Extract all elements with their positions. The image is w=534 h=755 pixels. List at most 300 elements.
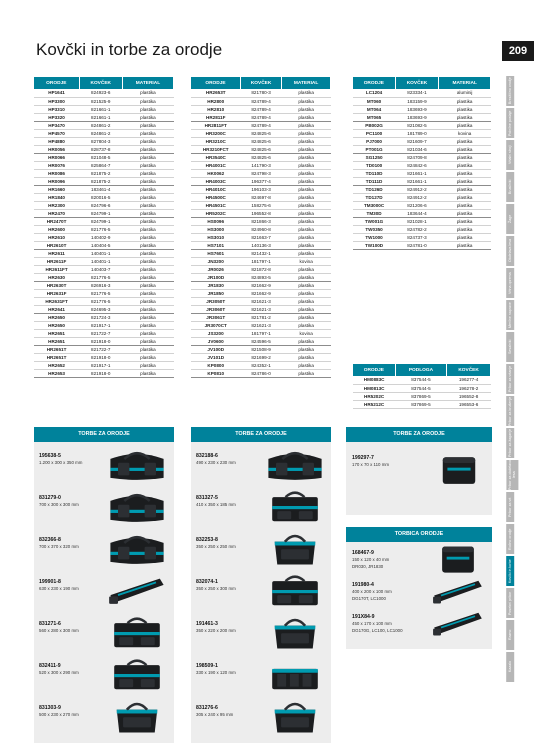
table-cell: 826916-3 <box>79 281 122 289</box>
table-cell: plastika <box>439 169 491 177</box>
bag-code: 831271-6 <box>39 621 61 627</box>
tool-code-cell: TM3000C <box>353 201 395 209</box>
bag-item <box>39 621 109 634</box>
table-cell: 821508-9 <box>240 345 281 353</box>
side-tab[interactable]: Vrtalni stroji <box>506 140 514 170</box>
table-cell: plastika <box>122 225 173 233</box>
table-row <box>191 177 331 185</box>
table-cell: 821048-5 <box>79 153 122 161</box>
side-tab[interactable]: Žage <box>506 204 514 234</box>
table-cell: 821776-5 <box>79 289 122 297</box>
table-cell: 824893-5 <box>240 273 281 281</box>
bag-item <box>196 537 266 550</box>
table-cell: plastika <box>282 361 331 369</box>
tool-code-cell: HR2651 <box>34 337 79 345</box>
tool-code-cell: HP3320 <box>34 113 79 121</box>
tool-code-cell: HR2611FT <box>34 265 79 273</box>
tool-code-cell: HM0813C <box>353 384 395 392</box>
bag-image <box>104 445 170 488</box>
table-row <box>353 169 491 177</box>
tool-code-cell: TD0100 <box>353 161 395 169</box>
table-row <box>34 113 174 121</box>
table-row <box>34 177 174 185</box>
table-row <box>34 241 174 249</box>
bag-code: 831276-6 <box>196 705 218 711</box>
column-header: KOVČEK <box>79 77 122 89</box>
table-cell: plastika <box>282 281 331 289</box>
tool-code-cell: HR2810 <box>191 105 240 113</box>
table-cell: 196278-2 <box>447 384 491 392</box>
table-cell: 821662-9 <box>240 289 281 297</box>
table-cell: plastika <box>439 217 491 225</box>
tool-code-cell: HR2631F <box>34 289 79 297</box>
table-row <box>191 345 331 353</box>
bag-compatible-tools: DG170T, LC1000 <box>352 595 386 601</box>
table-cell: 825864-7 <box>79 161 122 169</box>
side-tab[interactable]: Posebni pribor <box>506 588 514 618</box>
table-row <box>34 217 174 225</box>
tool-code-cell: HP1641 <box>34 89 79 97</box>
table-cell: plastika <box>122 129 173 137</box>
table-cell: plastika <box>122 361 173 369</box>
bag-image <box>104 571 170 614</box>
bag-code: 191980-4 <box>352 582 374 588</box>
table-row <box>34 297 174 305</box>
case-table-2 <box>191 77 331 378</box>
table-cell: 824861-2 <box>79 121 122 129</box>
tool-code-cell: TW100D <box>353 241 395 249</box>
table-cell: 821776-5 <box>79 297 122 305</box>
tool-code-cell: PB002G <box>353 121 395 129</box>
table-row <box>191 337 331 345</box>
side-tab[interactable]: Sesalniki <box>506 332 514 362</box>
table-cell: 824781-0 <box>395 241 439 249</box>
case-table-4 <box>353 364 491 409</box>
table-row <box>191 241 331 249</box>
table-row <box>34 265 174 273</box>
side-tab[interactable]: Polnilne postaje <box>506 108 514 138</box>
bag-image <box>428 606 488 645</box>
table-row <box>191 161 331 169</box>
tool-code-cell: HR2811FT <box>191 121 240 129</box>
table-cell: 821917-1 <box>79 321 122 329</box>
table-cell: plastika <box>439 233 491 241</box>
tool-code-cell: HR2641 <box>34 305 79 313</box>
table-row <box>191 233 331 241</box>
tool-code-cell: HS7101 <box>191 241 240 249</box>
tool-code-cell: HR4501C <box>191 201 240 209</box>
table-cell: plastika <box>282 313 331 321</box>
table-cell: plastika <box>439 113 491 121</box>
table-cell: 183461-4 <box>79 185 122 193</box>
bag-dimensions: 305 x 240 x 95 mm <box>196 712 234 717</box>
tool-code-cell: HR2650 <box>34 313 79 321</box>
table-cell: kovina <box>282 329 331 337</box>
bag-item <box>39 453 109 466</box>
tool-code-cell: HK0062 <box>191 169 240 177</box>
bag-image <box>104 529 170 572</box>
table-cell: plastika <box>282 169 331 177</box>
tool-code-cell: PJ7000 <box>353 137 395 145</box>
side-tab[interactable]: Obdelava lesa <box>506 236 514 266</box>
table-cell: plastika <box>282 145 331 153</box>
tool-code-cell: HR0076 <box>34 161 79 169</box>
table-cell: 824789-4 <box>240 121 281 129</box>
table-cell: plastika <box>282 321 331 329</box>
bag-section-1 <box>34 427 174 743</box>
table-row <box>191 273 331 281</box>
tool-code-cell: HP3470 <box>34 121 79 129</box>
tool-code-cell: HS3000 <box>191 225 240 233</box>
bag-code: 199297-7 <box>352 455 374 461</box>
bag-section-2-title: TORBE ZA ORODJE <box>191 427 331 442</box>
tool-code-cell: HR4001C <box>191 161 240 169</box>
table-cell: 821621-3 <box>240 297 281 305</box>
table-cell: 181797-1 <box>240 257 281 265</box>
tool-code-cell: HR5202C <box>191 209 240 217</box>
table-row <box>191 105 331 113</box>
bag-item <box>352 614 428 633</box>
table-row <box>191 329 331 337</box>
table-cell: 824789-4 <box>240 105 281 113</box>
table-cell: 828737-8 <box>79 145 122 153</box>
bag-image <box>263 529 327 572</box>
table-cell: 824697-8 <box>240 193 281 201</box>
tool-code-cell: HR4010C <box>191 185 240 193</box>
bag-item <box>196 705 266 718</box>
tool-code-cell: HR2653T <box>191 89 240 97</box>
table-row <box>34 273 174 281</box>
bag-item <box>196 495 266 508</box>
bag-image <box>104 613 170 656</box>
column-header: PODLOGA <box>395 364 446 376</box>
table-cell: plastika <box>282 345 331 353</box>
tool-code-cell: JR0026 <box>191 265 240 273</box>
bag-item <box>39 495 109 508</box>
tool-code-cell: TD126D <box>353 185 395 193</box>
table-row <box>353 113 491 121</box>
tool-code-cell: PC1100 <box>353 129 395 137</box>
tool-code-cell: HR5202C <box>353 392 395 400</box>
table-row <box>353 89 491 97</box>
tool-code-cell: HR2610 <box>34 233 79 241</box>
bag-code: 831327-5 <box>196 495 218 501</box>
bag-image <box>263 697 327 740</box>
bag-item <box>39 705 109 718</box>
bag-dimensions: 410 x 350 x 185 mm <box>196 502 236 507</box>
side-tabs <box>506 76 534 684</box>
table-row <box>191 97 331 105</box>
table-cell: plastika <box>122 201 173 209</box>
table-cell: plastika <box>282 105 331 113</box>
table-cell: 821662-9 <box>240 281 281 289</box>
table-row <box>353 384 491 392</box>
table-row <box>191 153 331 161</box>
table-row <box>353 145 491 153</box>
bag-image <box>104 655 170 698</box>
table-cell: plastika <box>439 225 491 233</box>
side-tab[interactable]: Pribor za žaganje <box>506 428 514 458</box>
table-row <box>34 201 174 209</box>
table-row <box>191 89 331 97</box>
table-row <box>34 305 174 313</box>
tool-code-cell: HP3300 <box>34 97 79 105</box>
table-cell: plastika <box>282 241 331 249</box>
table-row <box>191 145 331 153</box>
table-row <box>191 137 331 145</box>
bag-image <box>263 613 327 656</box>
table-cell: plastika <box>282 177 331 185</box>
bag-code: 191461-3 <box>196 621 218 627</box>
table-row <box>353 177 491 185</box>
table-cell: plastika <box>282 137 331 145</box>
case-table-1 <box>34 77 174 378</box>
table-row <box>34 161 174 169</box>
table-row <box>353 129 491 137</box>
side-tab[interactable]: Vrtna oprema <box>506 268 514 298</box>
bag-section-1-title: TORBE ZA ORODJE <box>34 427 174 442</box>
table-cell: plastika <box>122 145 173 153</box>
table-cell: 821781-2 <box>240 313 281 321</box>
side-tab[interactable]: Razno <box>506 620 514 650</box>
table-cell: plastika <box>439 145 491 153</box>
table-row <box>353 392 491 400</box>
page-number: 209 <box>502 41 534 61</box>
table-row <box>353 400 491 408</box>
tool-code-cell: JV100D <box>191 345 240 353</box>
table-cell: 196377-4 <box>240 177 281 185</box>
tool-code-cell: TD127D <box>353 193 395 201</box>
table-cell: 821780-3 <box>240 89 281 97</box>
table-cell: 140136-3 <box>240 241 281 249</box>
tool-code-cell: JV0600 <box>191 337 240 345</box>
bag-dimensions: 520 x 300 x 290 mm <box>39 670 79 675</box>
table-cell: 181789-0 <box>395 129 439 137</box>
table-cell: 181797-1 <box>240 329 281 337</box>
table-cell: plastika <box>282 89 331 97</box>
tool-code-cell: HR0056 <box>34 145 79 153</box>
table-cell: plastika <box>122 89 173 97</box>
table-row <box>191 185 331 193</box>
table-row <box>191 361 331 369</box>
tool-code-cell: HR3200C <box>191 129 240 137</box>
table-row <box>34 137 174 145</box>
table-row <box>34 257 174 265</box>
table-cell: 140404-5 <box>79 241 122 249</box>
side-tab[interactable]: Pribor za vrt <box>506 492 514 522</box>
bag-item <box>196 579 266 592</box>
table-cell: 837869-5 <box>395 392 446 400</box>
side-tab[interactable]: Kovčki in torbe <box>506 556 514 586</box>
bag-dimensions: 350 x 220 x 200 mm <box>196 628 236 633</box>
side-tab[interactable]: Pribor za brušenje <box>506 396 514 426</box>
table-cell: plastika <box>122 353 173 361</box>
table-cell: plastika <box>122 265 173 273</box>
side-tab[interactable]: Pribor za obdelavo lesa <box>506 460 518 490</box>
tool-code-cell: HR1660 <box>34 185 79 193</box>
table-row <box>34 145 174 153</box>
bag-dimensions: 630 x 230 x 190 mm <box>39 586 79 591</box>
tool-code-cell: HS7601 <box>191 249 240 257</box>
table-cell: plastika <box>282 273 331 281</box>
table-cell: plastika <box>122 185 173 193</box>
table-cell: plastika <box>439 177 491 185</box>
bag-dimensions: 330 x 190 x 120 mm <box>196 670 236 675</box>
table-cell: plastika <box>282 249 331 257</box>
table-cell: plastika <box>282 129 331 137</box>
table-cell: 196552-8 <box>447 392 491 400</box>
table-cell: 824798-3 <box>240 169 281 177</box>
table-row <box>34 321 174 329</box>
tool-code-cell: HR3540C <box>191 153 240 161</box>
tool-code-cell: HP3310 <box>34 105 79 113</box>
bag-image <box>430 447 488 498</box>
table-row <box>353 225 491 233</box>
bag-item <box>352 582 428 601</box>
bag-item <box>39 537 109 550</box>
bag-code: 191X84-9 <box>352 614 375 620</box>
table-row <box>353 105 491 113</box>
bag-dimensions: 500 x 230 x 270 mm <box>39 712 79 717</box>
table-cell: 824825-6 <box>240 137 281 145</box>
table-cell: 183159-9 <box>395 97 439 105</box>
table-cell: plastika <box>439 209 491 217</box>
bag-code: 832253-8 <box>196 537 218 543</box>
tool-code-cell: HR2811F <box>191 113 240 121</box>
tool-code-cell: HR0086 <box>34 169 79 177</box>
table-cell: 821206-6 <box>395 201 439 209</box>
table-cell: 824782-2 <box>395 225 439 233</box>
table-cell: 196553-6 <box>447 400 491 408</box>
bag-code: 168467-9 <box>352 550 374 556</box>
table-cell: plastika <box>122 177 173 185</box>
tool-code-cell: HR2651T <box>34 353 79 361</box>
tool-code-cell: JS3200 <box>191 329 240 337</box>
table-cell: plastika <box>282 121 331 129</box>
table-cell: 140402-9 <box>79 233 122 241</box>
tool-code-cell: HR0066 <box>34 153 79 161</box>
table-cell: plastika <box>282 153 331 161</box>
table-row <box>191 169 331 177</box>
table-cell: plastika <box>282 265 331 273</box>
table-row <box>34 313 174 321</box>
table-cell: 824737-3 <box>395 233 439 241</box>
side-tab[interactable]: Pribor za vrtanje <box>506 364 514 394</box>
column-header: ORODJE <box>353 364 395 376</box>
column-header: ORODJE <box>34 77 79 89</box>
bag-dimensions: 170 x 70 x 110 mm <box>352 462 390 467</box>
table-cell: plastika <box>439 153 491 161</box>
table-row <box>34 233 174 241</box>
table-cell: 140403-7 <box>79 265 122 273</box>
bag-code: 832411-9 <box>39 663 61 669</box>
table-row <box>353 233 491 241</box>
side-tab[interactable]: Brezžično orodje <box>506 76 514 106</box>
table-cell: plastika <box>122 241 173 249</box>
table-cell: 837544-5 <box>395 384 446 392</box>
table-cell: 824923-6 <box>79 89 122 97</box>
bag-dimensions: 490 x 230 x 230 mm <box>196 460 236 465</box>
tool-code-cell: HR2631FT <box>34 297 79 305</box>
table-cell: plastika <box>282 289 331 297</box>
table-cell: 821722-7 <box>79 345 122 353</box>
table-row <box>191 193 331 201</box>
tool-code-cell: TM30D <box>353 209 395 217</box>
table-cell: plastika <box>282 305 331 313</box>
table-row <box>34 169 174 177</box>
table-cell: 821661-1 <box>79 113 122 121</box>
table-row <box>353 376 491 384</box>
table-cell: plastika <box>122 305 173 313</box>
bag-image <box>263 487 327 530</box>
table-row <box>34 249 174 257</box>
table-cell: plastika <box>439 97 491 105</box>
table-cell: plastika <box>122 97 173 105</box>
bag-image <box>263 571 327 614</box>
tool-code-cell: HS3010 <box>191 233 240 241</box>
table-row <box>353 209 491 217</box>
table-row <box>34 345 174 353</box>
bag-code: 831303-9 <box>39 705 61 711</box>
table-cell: plastika <box>122 137 173 145</box>
tool-code-cell: HP4570 <box>34 129 79 137</box>
tool-code-cell: HR4500C <box>191 193 240 201</box>
table-cell: plastika <box>122 345 173 353</box>
table-cell: plastika <box>282 337 331 345</box>
table-row <box>191 281 331 289</box>
table-row <box>191 369 331 377</box>
table-cell: 821621-3 <box>240 305 281 313</box>
tool-code-cell: HR2630 <box>34 273 79 281</box>
table-cell: 837869-5 <box>395 400 446 408</box>
table-cell: plastika <box>122 257 173 265</box>
table-cell: plastika <box>282 353 331 361</box>
table-cell: 821875-2 <box>79 169 122 177</box>
table-cell: 158275-6 <box>240 201 281 209</box>
table-cell: 821866-3 <box>240 217 281 225</box>
table-cell: plastika <box>439 105 491 113</box>
table-row <box>191 121 331 129</box>
table-cell: plastika <box>122 369 173 377</box>
side-tab[interactable]: Brusilniki <box>506 172 514 202</box>
bag-dimensions: 150 x 120 x 40 mm <box>352 557 390 562</box>
bag-compatible-tools: DR030, JR1830 <box>352 563 384 569</box>
table-row <box>34 193 174 201</box>
table-cell: 824709-8 <box>395 153 439 161</box>
bag-dimensions: 350 x 250 x 300 mm <box>196 586 236 591</box>
bag-item <box>196 453 266 466</box>
table-cell: plastika <box>122 313 173 321</box>
table-row <box>34 185 174 193</box>
side-tab[interactable]: Ročno orodje <box>506 524 514 554</box>
bag-dimensions: 350 x 250 x 250 mm <box>196 544 236 549</box>
tool-code-cell: TW1000 <box>353 233 395 241</box>
bag-section-4 <box>346 527 492 649</box>
table-cell: plastika <box>122 297 173 305</box>
table-cell: 837544-5 <box>395 376 446 384</box>
tool-code-cell: MT064 <box>353 105 395 113</box>
tool-code-cell: HR3210C <box>191 137 240 145</box>
table-cell: 824825-6 <box>240 153 281 161</box>
side-tab[interactable]: Kazalo <box>506 652 514 682</box>
table-cell: 824960-8 <box>240 225 281 233</box>
column-header: KOVČEK <box>395 77 439 89</box>
tool-code-cell: JR3070CT <box>191 321 240 329</box>
table-cell: 821724-3 <box>79 313 122 321</box>
side-tab[interactable]: Merilne naprave <box>506 300 514 330</box>
tool-code-cell: HR2800 <box>191 97 240 105</box>
bag-dimensions: 700 x 300 x 300 mm <box>39 502 79 507</box>
